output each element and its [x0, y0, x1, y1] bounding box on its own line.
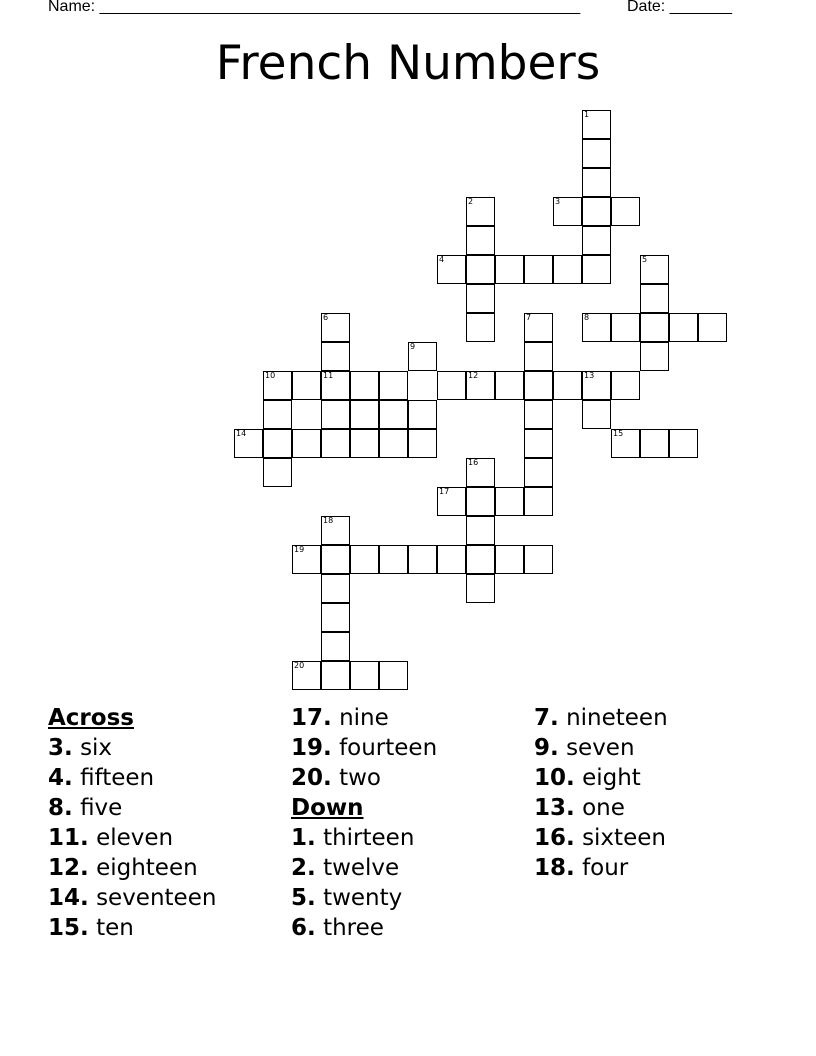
grid-cell[interactable]: [466, 516, 495, 545]
clue-number: 9: [410, 342, 416, 351]
grid-cell[interactable]: [524, 545, 553, 574]
grid-cell[interactable]: [437, 255, 466, 284]
across-clue: 4. fifteen: [48, 765, 155, 791]
across-heading: Across: [48, 705, 134, 731]
grid-cell[interactable]: [466, 255, 495, 284]
clue-number: 6: [323, 313, 329, 322]
grid-cell[interactable]: [582, 110, 611, 139]
grid-cell[interactable]: [582, 226, 611, 255]
grid-cell[interactable]: [466, 226, 495, 255]
grid-cell[interactable]: [321, 400, 350, 429]
clue-number: 14: [236, 429, 247, 438]
grid-cell[interactable]: [640, 255, 669, 284]
grid-cell[interactable]: [611, 429, 640, 458]
grid-cell[interactable]: [321, 545, 350, 574]
clue-number: 8: [584, 313, 590, 322]
grid-cell[interactable]: [640, 284, 669, 313]
grid-cell[interactable]: [466, 197, 495, 226]
down-clue: 10. eight: [534, 765, 641, 791]
grid-cell[interactable]: [524, 371, 553, 400]
grid-cell[interactable]: [350, 400, 379, 429]
name-field-label[interactable]: Name: ______________________________________________________: [48, 0, 581, 15]
grid-cell[interactable]: [292, 545, 321, 574]
down-clue: 1. thirteen: [291, 825, 415, 851]
across-clue: 17. nine: [291, 705, 389, 731]
grid-cell[interactable]: [611, 197, 640, 226]
grid-cell[interactable]: [640, 342, 669, 371]
down-clue: 9. seven: [534, 735, 635, 761]
grid-cell[interactable]: [466, 545, 495, 574]
grid-cell[interactable]: [379, 429, 408, 458]
grid-cell[interactable]: [640, 429, 669, 458]
grid-cell[interactable]: [524, 487, 553, 516]
clue-number: 2: [468, 197, 474, 206]
clue-number: 10: [265, 371, 276, 380]
clue-number: 7: [526, 313, 532, 322]
date-field-label[interactable]: Date: _______: [627, 0, 732, 15]
grid-cell[interactable]: [379, 400, 408, 429]
grid-cell[interactable]: [524, 400, 553, 429]
grid-cell[interactable]: [669, 313, 698, 342]
grid-cell[interactable]: [582, 139, 611, 168]
clue-number: 19: [294, 545, 305, 554]
grid-cell[interactable]: [582, 168, 611, 197]
grid-cell[interactable]: [582, 197, 611, 226]
grid-cell[interactable]: [263, 429, 292, 458]
clue-number: 1: [584, 110, 590, 119]
clue-number: 18: [323, 516, 334, 525]
across-clue: 3. six: [48, 735, 113, 761]
down-clue: 7. nineteen: [534, 705, 668, 731]
grid-cell[interactable]: [611, 313, 640, 342]
grid-cell[interactable]: [263, 458, 292, 487]
grid-cell[interactable]: [263, 400, 292, 429]
clue-number: 15: [613, 429, 624, 438]
grid-cell[interactable]: [524, 429, 553, 458]
grid-cell[interactable]: [466, 313, 495, 342]
grid-cell[interactable]: [524, 255, 553, 284]
clue-number: 17: [439, 487, 450, 496]
down-heading: Down: [291, 795, 364, 821]
grid-cell[interactable]: [292, 371, 321, 400]
grid-cell[interactable]: [495, 371, 524, 400]
grid-cell[interactable]: [524, 342, 553, 371]
grid-cell[interactable]: [408, 545, 437, 574]
grid-cell[interactable]: [321, 313, 350, 342]
grid-cell[interactable]: [321, 632, 350, 661]
grid-cell[interactable]: [350, 429, 379, 458]
down-clue: 16. sixteen: [534, 825, 666, 851]
across-clue: 11. eleven: [48, 825, 174, 851]
across-clue: 20. two: [291, 765, 381, 791]
grid-cell[interactable]: [466, 371, 495, 400]
grid-cell[interactable]: [495, 255, 524, 284]
grid-cell[interactable]: [408, 429, 437, 458]
grid-cell[interactable]: [321, 603, 350, 632]
grid-cell[interactable]: [553, 197, 582, 226]
grid-cell[interactable]: [466, 458, 495, 487]
clue-number: 13: [584, 371, 595, 380]
grid-cell[interactable]: [321, 661, 350, 690]
grid-cell[interactable]: [495, 545, 524, 574]
grid-cell[interactable]: [321, 574, 350, 603]
grid-cell[interactable]: [437, 487, 466, 516]
down-clue: 18. four: [534, 855, 629, 881]
clue-number: 11: [323, 371, 334, 380]
page-title: French Numbers: [215, 36, 601, 91]
clue-number: 3: [555, 197, 561, 206]
down-clue: 6. three: [291, 915, 384, 941]
grid-cell[interactable]: [640, 313, 669, 342]
grid-cell[interactable]: [350, 545, 379, 574]
clue-number: 5: [642, 255, 648, 264]
across-clue: 12. eighteen: [48, 855, 198, 881]
across-clue: 14. seventeen: [48, 885, 217, 911]
grid-cell[interactable]: [466, 574, 495, 603]
grid-cell[interactable]: [321, 429, 350, 458]
grid-cell[interactable]: [321, 516, 350, 545]
down-clue: 13. one: [534, 795, 625, 821]
grid-cell[interactable]: [524, 458, 553, 487]
grid-cell[interactable]: [408, 342, 437, 371]
grid-cell[interactable]: [379, 661, 408, 690]
grid-cell[interactable]: [379, 371, 408, 400]
grid-cell[interactable]: [669, 429, 698, 458]
grid-cell[interactable]: [582, 400, 611, 429]
grid-cell[interactable]: [234, 429, 263, 458]
grid-cell[interactable]: [437, 371, 466, 400]
clue-number: 4: [439, 255, 445, 264]
clue-number: 16: [468, 458, 479, 467]
across-clue: 19. fourteen: [291, 735, 438, 761]
grid-cell[interactable]: [350, 371, 379, 400]
clue-column-2: [291, 703, 437, 943]
across-clue: 8. five: [48, 795, 123, 821]
grid-cell[interactable]: [582, 313, 611, 342]
grid-cell[interactable]: [553, 371, 582, 400]
clue-column-3: [534, 703, 668, 883]
clue-number: 20: [294, 661, 305, 670]
grid-cell[interactable]: [408, 400, 437, 429]
grid-cell[interactable]: [495, 487, 524, 516]
grid-cell[interactable]: [350, 661, 379, 690]
grid-cell[interactable]: [321, 342, 350, 371]
grid-cell[interactable]: [292, 429, 321, 458]
grid-cell[interactable]: [553, 255, 582, 284]
grid-cell[interactable]: [263, 371, 292, 400]
grid-cell[interactable]: [582, 371, 611, 400]
grid-cell[interactable]: [379, 545, 408, 574]
down-clue: 5. twenty: [291, 885, 403, 911]
clue-number: 12: [468, 371, 479, 380]
grid-cell[interactable]: [466, 487, 495, 516]
clue-column-1: [48, 703, 216, 943]
grid-cell[interactable]: [321, 371, 350, 400]
grid-cell[interactable]: [582, 255, 611, 284]
down-clue: 2. twelve: [291, 855, 400, 881]
across-clue: 15. ten: [48, 915, 134, 941]
grid-cell[interactable]: [292, 661, 321, 690]
grid-cell[interactable]: [437, 545, 466, 574]
grid-cell[interactable]: [466, 284, 495, 313]
clue-lists: [48, 703, 768, 963]
grid-cell[interactable]: [611, 371, 640, 400]
grid-cell[interactable]: [524, 313, 553, 342]
grid-cell[interactable]: [698, 313, 727, 342]
